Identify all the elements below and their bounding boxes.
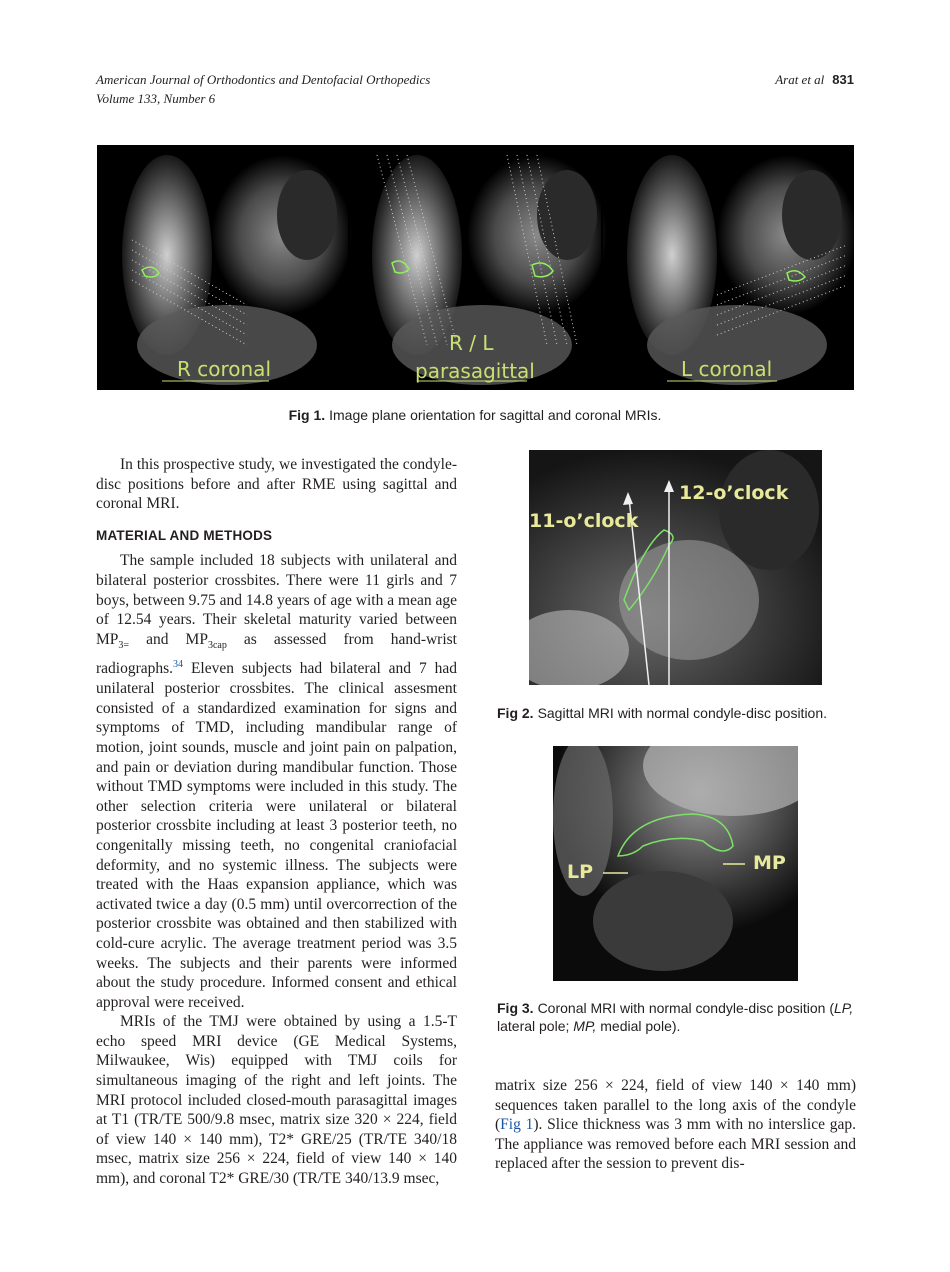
label-mp: MP — [753, 852, 786, 874]
fig3-caption-text-3: medial pole). — [596, 1018, 681, 1034]
label-lp: LP — [567, 861, 594, 883]
fig3-caption-label: Fig 3. — [497, 1000, 534, 1016]
fig2-caption-text: Sagittal MRI with normal condyle-disc position. — [537, 705, 828, 721]
continued-paragraph — [495, 1076, 856, 1174]
fig1-caption-label: Fig 1. — [288, 407, 326, 423]
p1-text-d: Eleven subjects had bilateral and 7 had unilateral posterior crossbites. The clinical assesment consisted of a standardized examination for signs and symptoms of TMD, including mandibular range of motion, joint sounds, muscle and joint pain on palpation, and pain or deviation during mandibular function. Those without TMD symptoms were included in this study. The other selection criteria were unilateral or bilateral posterior crossbite including at least 3 posterior teeth, no congenitally missing teeth, no congenital craniofacial deformity, and no systemic illness. The subjects were treated with the Haas expansion appliance, which was activated twice a day (0.5 mm) until overcorrection of the posterior crossbite was obtained and then stabilized with cold-cure acrylic. The average treatment period was 3.5 weeks. The subjects and their parents were informed about the study procedure. Informed consent and ethical approval were received. — [96, 660, 457, 1011]
label-12-oclock: 12-o’clock — [679, 482, 789, 504]
figure-1-link[interactable]: Fig 1 — [500, 1116, 534, 1134]
p1-text-c: as assessed from hand-wrist radiographs. — [96, 630, 457, 678]
figure-2-caption — [497, 704, 857, 722]
p1-sub-2: 3cap — [207, 639, 227, 651]
figure-1-caption — [0, 406, 950, 424]
figure-2-image — [529, 450, 822, 685]
methods-paragraph-2: MRIs of the TMJ were obtained by using a 1.5-T echo speed MRI device (GE Medical Systems, Milwaukee, Wis) equipped with TMJ coils for simultaneous imaging of the right and left joints. The MRI protocol included closed-mouth parasagittal images at T1 (TR/TE 500/9.8 msec, matrix size 320 × 224, field of view 140 × 140 mm), T2* GRE/25 (TR/TE 340/18 msec, matrix size 256 × 224, field of view 140 × 140 mm), and coronal T2* GRE/30 (TR/TE 340/13.9 msec, — [96, 1013, 457, 1188]
methods-paragraph-1 — [96, 551, 457, 1012]
figure-3-image — [553, 746, 798, 981]
p3-text-a: matrix size 256 × 224, field of view 140 × 140 mm) sequences taken parallel to the long axis of the condyle ( — [495, 1077, 856, 1134]
fig2-caption-label: Fig 2. — [497, 705, 534, 721]
label-11-oclock: 11-o’clock — [529, 510, 639, 532]
label-parasagittal: parasagittal — [415, 359, 535, 383]
figure-1-image — [97, 145, 854, 390]
panel-r-coronal — [122, 155, 352, 385]
right-column — [495, 1076, 856, 1174]
p1-text-b: and MP — [129, 630, 208, 648]
label-r-l: R / L — [449, 331, 494, 355]
fig1-caption-text: Image plane orientation for sagittal and coronal MRIs. — [329, 407, 662, 423]
fig3-caption-text-2: lateral pole; — [497, 1018, 574, 1034]
p1-sub-1: 3= — [118, 639, 130, 651]
intro-paragraph: In this prospective study, we investigated the condyle-disc positions before and after RME using sagittal and coronal MRI. — [96, 456, 457, 513]
p3-text-b: ). Slice thickness was 3 mm with no interslice gap. The appliance was removed before each MRI session and replaced after the session to prevent dis- — [495, 1116, 856, 1173]
journal-title: American Journal of Orthodontics and Dentofacial Orthopedics — [96, 72, 431, 87]
running-header — [96, 70, 854, 108]
author-page — [775, 70, 854, 89]
journal-volume: Volume 133, Number 6 — [96, 91, 216, 106]
authors: Arat et al — [775, 72, 825, 87]
label-r-coronal: R coronal — [177, 357, 271, 381]
fig3-caption-text-1: Coronal MRI with normal condyle-disc position ( — [537, 1000, 835, 1016]
left-column — [96, 455, 457, 1189]
label-l-coronal: L coronal — [681, 357, 773, 381]
section-heading: MATERIAL AND METHODS — [96, 527, 273, 543]
fig3-caption-lp: LP, — [834, 1000, 854, 1016]
panel-l-coronal — [627, 155, 854, 385]
reference-34-link[interactable]: 34 — [173, 659, 184, 671]
fig3-caption-mp: MP, — [573, 1018, 597, 1034]
p1-text-a: The sample included 18 subjects with unilateral and bilateral posterior crossbites. There were 11 girls and 7 boys, between 9.75 and 14.8 years of age with a mean age of 12.54 years. Their skeletal maturity varied between MP — [96, 552, 457, 648]
page-number: 831 — [832, 72, 854, 87]
figure-3-caption — [497, 999, 857, 1035]
